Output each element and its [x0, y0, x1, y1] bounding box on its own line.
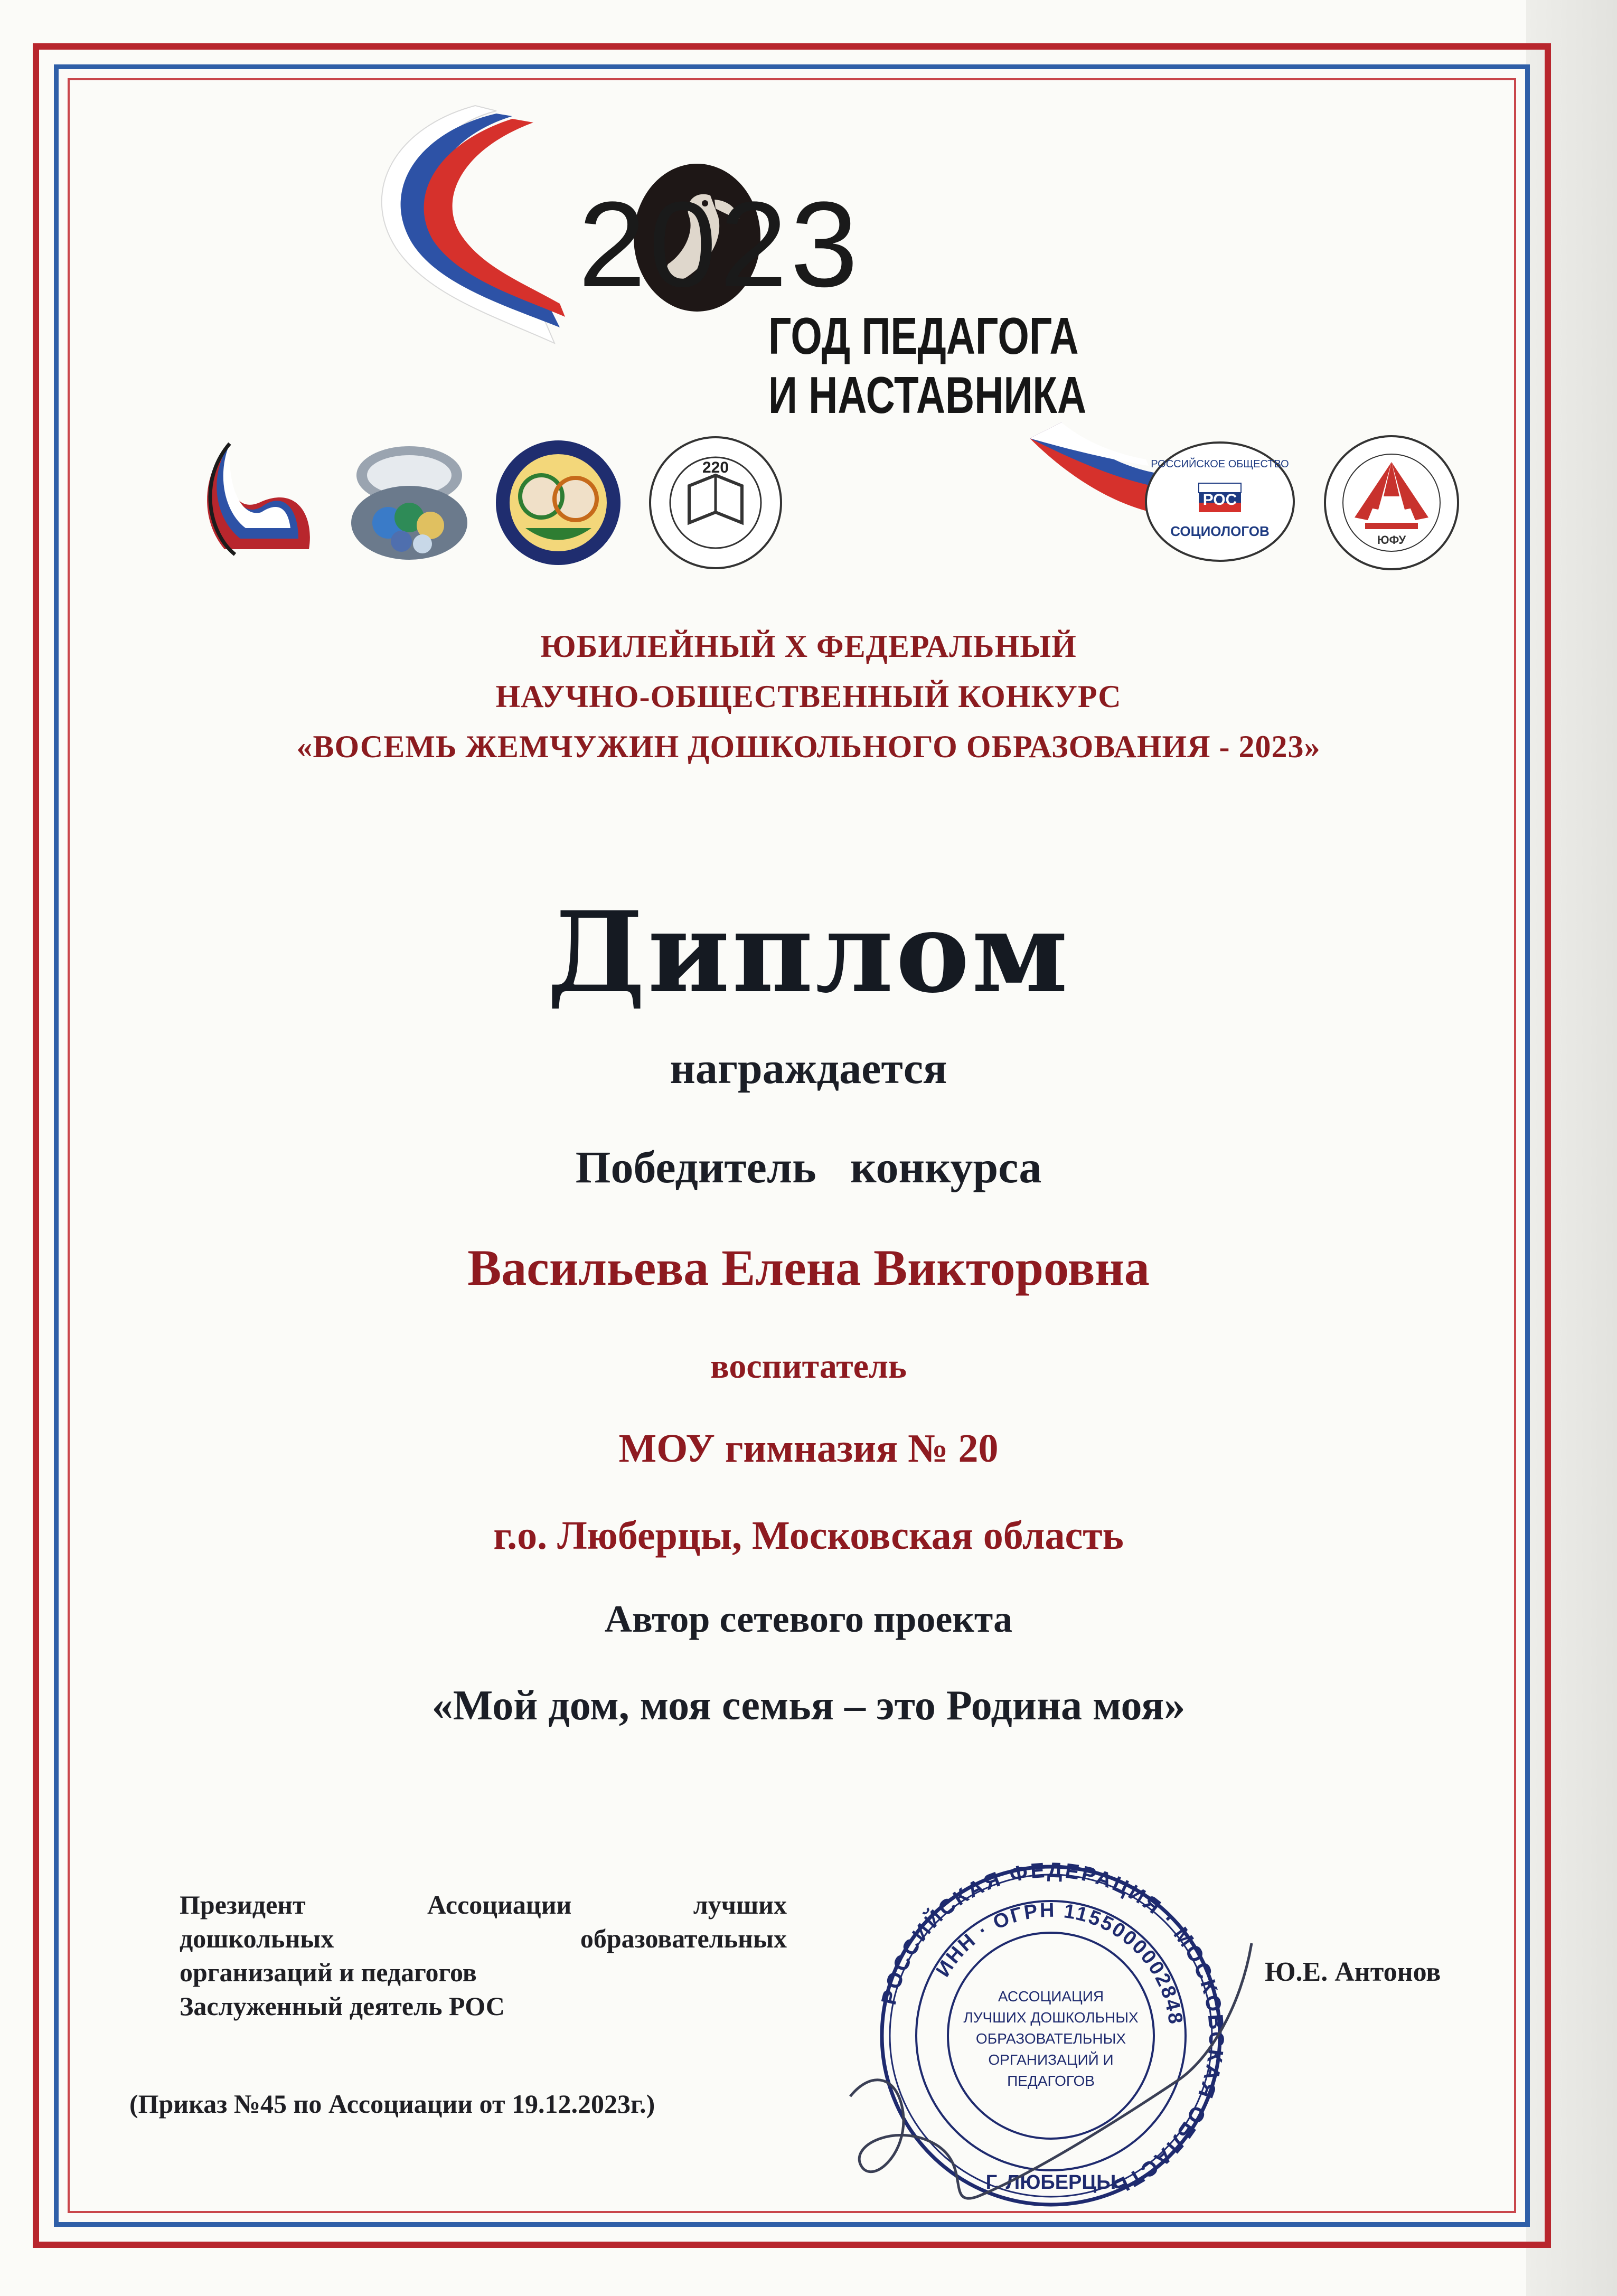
- project-name: «Мой дом, моя семья – это Родина моя»: [431, 1682, 1186, 1729]
- awarded-text: награждается: [670, 1044, 947, 1093]
- diploma-title: Диплом: [547, 887, 1070, 1018]
- svg-text:ЛУЧШИХ ДОШКОЛЬНЫХ: ЛУЧШИХ ДОШКОЛЬНЫХ: [963, 2009, 1139, 2026]
- pearl-shell-logo-icon: [343, 438, 475, 565]
- abstract-flag-logo-icon: [193, 438, 322, 562]
- official-stamp-icon: [840, 1848, 1262, 2218]
- ros-sociologists-logo-icon: [1143, 438, 1296, 565]
- svg-text:РОССИЙСКОЕ ОБЩЕСТВО: РОССИЙСКОЕ ОБЩЕСТВО: [1151, 458, 1289, 470]
- publishing-house-logo-icon: [642, 433, 789, 573]
- year-label-line1: ГОД ПЕДАГОГА: [768, 307, 1079, 365]
- svg-text:РОС: РОС: [1202, 491, 1237, 509]
- svg-text:ИНН · ОГРН 1155000002848: ИНН · ОГРН 1155000002848: [932, 1899, 1187, 2027]
- svg-text:АССОЦИАЦИЯ: АССОЦИАЦИЯ: [998, 1988, 1104, 2005]
- children-globe-logo-icon: [494, 438, 623, 568]
- southern-federal-university-logo-icon: [1320, 433, 1463, 573]
- recipient-organization: МОУ гимназия № 20: [618, 1426, 999, 1471]
- svg-text:220: 220: [702, 459, 729, 476]
- svg-text:СОЦИОЛОГОВ: СОЦИОЛОГОВ: [1170, 523, 1270, 539]
- order-reference: (Приказ №45 по Ассоциации от 19.12.2023г.): [129, 2089, 655, 2119]
- recipient-location: г.о. Люберцы, Московская область: [493, 1513, 1124, 1558]
- award-status: Победитель конкурса: [575, 1142, 1042, 1192]
- tricolor-ribbon-tail-icon: [1030, 422, 1157, 517]
- signatory-line1: Президент Ассоциации лучших: [180, 1890, 787, 1919]
- svg-text:Г. ЛЮБЕРЦЫ: Г. ЛЮБЕРЦЫ: [985, 2171, 1116, 2194]
- contest-title-line1: ЮБИЛЕЙНЫЙ X ФЕДЕРАЛЬНЫЙ: [540, 629, 1077, 664]
- contest-title-line3: «ВОСЕМЬ ЖЕМЧУЖИН ДОШКОЛЬНОГО ОБРАЗОВАНИЯ - 2023»: [296, 729, 1321, 764]
- svg-text:РОССИЙСКАЯ ФЕДЕРАЦИЯ · МОСКОВС: РОССИЙСКАЯ ФЕДЕРАЦИЯ · МОСКОВСКАЯ ОБЛАСТЬ: [877, 1858, 1228, 2200]
- year-label-line2: И НАСТАВНИКА: [768, 366, 1087, 424]
- recipient-position: воспитатель: [710, 1347, 907, 1386]
- svg-text:ПЕДАГОГОВ: ПЕДАГОГОВ: [1007, 2073, 1095, 2089]
- signer-name: Ю.Е. Антонов: [1265, 1957, 1441, 1987]
- svg-text:ОРГАНИЗАЦИЙ И: ОРГАНИЗАЦИЙ И: [988, 2052, 1114, 2068]
- signatory-title: [180, 1888, 787, 2023]
- svg-text:ЮФУ: ЮФУ: [1377, 533, 1406, 547]
- svg-text:ОБРАЗОВАТЕЛЬНЫХ: ОБРАЗОВАТЕЛЬНЫХ: [975, 2030, 1126, 2047]
- year-number: 2023: [578, 176, 861, 312]
- signatory-line2: дошкольных образовательных: [180, 1924, 787, 1953]
- recipient-name: Васильева Елена Викторовна: [467, 1239, 1150, 1296]
- project-label: Автор сетевого проекта: [604, 1598, 1013, 1640]
- contest-title-line2: НАУЧНО-ОБЩЕСТВЕННЫЙ КОНКУРС: [495, 679, 1122, 714]
- signatory-line3: организаций и педагогов: [180, 1958, 477, 1987]
- signatory-line4: Заслуженный деятель РОС: [180, 1991, 505, 2021]
